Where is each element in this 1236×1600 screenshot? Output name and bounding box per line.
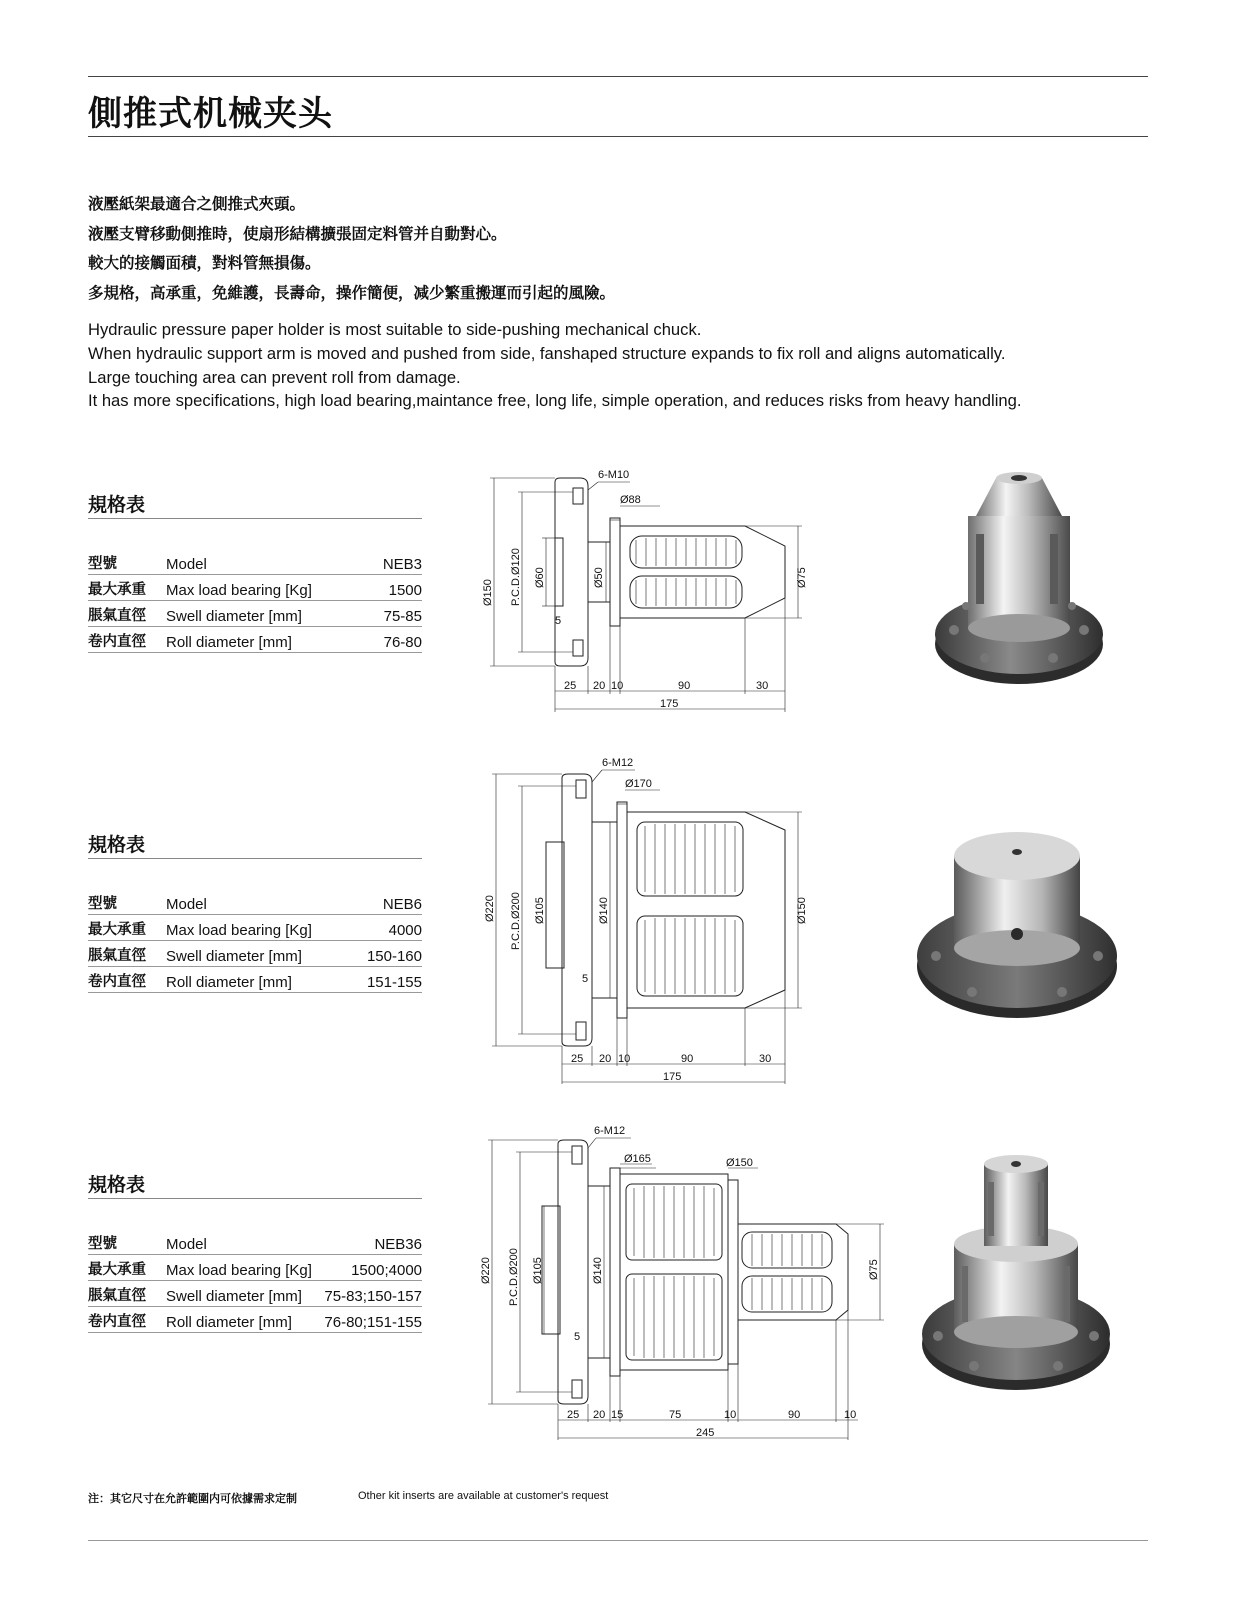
- dim-label: 20: [593, 1409, 606, 1421]
- gap-label: 5: [555, 615, 562, 627]
- dim-label: 30: [759, 1053, 772, 1065]
- dim-label: 90: [678, 680, 691, 692]
- row-label-en: Roll diameter [mm]: [166, 1307, 319, 1333]
- spec-heading: 規格表: [88, 494, 146, 516]
- mid-diameter-label: Ø50: [593, 567, 605, 588]
- row-label-zh: 型號: [88, 549, 166, 575]
- intro-en-line: Large touching area can prevent roll from damage.: [88, 367, 461, 387]
- dim-label: 20: [593, 680, 606, 692]
- spec-table-neb6: [88, 830, 422, 993]
- row-value: 76-80;151-155: [319, 1307, 422, 1333]
- technical-drawing-neb36: [476, 1124, 888, 1444]
- gap-label: 5: [582, 973, 589, 985]
- total-length-label: 245: [696, 1427, 715, 1439]
- top-diameter-label: Ø165: [624, 1153, 651, 1165]
- row-value: 1500: [368, 575, 422, 601]
- table-row: [88, 915, 422, 941]
- bottom-rule: [88, 1540, 1148, 1541]
- spec-rows: [88, 549, 422, 653]
- dim-label: 25: [571, 1053, 584, 1065]
- top-diameter-label: Ø170: [625, 778, 652, 790]
- outer-diameter-label: Ø220: [480, 1257, 492, 1284]
- row-label-zh: 卷内直徑: [88, 967, 166, 993]
- table-row: [88, 889, 422, 915]
- table-row: [88, 941, 422, 967]
- spec-heading: 規格表: [88, 1174, 146, 1196]
- product-photo-neb3: [930, 468, 1108, 700]
- table-row: [88, 549, 422, 575]
- pcd-label: P.C.D.Ø120: [510, 548, 522, 606]
- row-label-en: Max load bearing [Kg]: [166, 575, 368, 601]
- intro-english: [88, 318, 1021, 413]
- technical-drawing-neb6: [480, 756, 810, 1086]
- outer-diameter-label: Ø150: [482, 579, 494, 606]
- spec-rows: [88, 889, 422, 993]
- total-length-label: 175: [660, 698, 679, 710]
- product-photo-neb36: [918, 1154, 1114, 1402]
- dim-label: 90: [788, 1409, 801, 1421]
- row-label-zh: 最大承重: [88, 575, 166, 601]
- intro-zh-line: 多規格，高承重，免維護，長壽命，操作簡便，减少繁重搬運而引起的風險。: [88, 283, 616, 302]
- gap-label: 5: [574, 1331, 581, 1343]
- row-value: 4000: [352, 915, 422, 941]
- inner-diameter-label: Ø105: [534, 897, 546, 924]
- spec-table-neb3: [88, 490, 422, 653]
- pcd-label: P.C.D.Ø200: [510, 892, 522, 950]
- dim-label: 90: [681, 1053, 694, 1065]
- row-label-en: Roll diameter [mm]: [166, 967, 352, 993]
- row-label-zh: 脹氣直徑: [88, 1281, 166, 1307]
- technical-drawing-neb3: [480, 466, 810, 716]
- row-label-en: Roll diameter [mm]: [166, 627, 368, 653]
- total-length-label: 175: [663, 1071, 682, 1083]
- intro-en-line: Hydraulic pressure paper holder is most suitable to side-pushing mechanical chuck.: [88, 320, 702, 339]
- dim-label: 10: [611, 680, 624, 692]
- table-row: [88, 1229, 422, 1255]
- intro-en-line: When hydraulic support arm is moved and pushed from side, fanshaped structure expands to fix roll and aligns automatically.: [88, 343, 1006, 363]
- product-photo-neb6: [914, 816, 1120, 1034]
- dim-label: 30: [756, 680, 769, 692]
- mid-diameter-label: Ø140: [592, 1257, 604, 1284]
- dim-label: 25: [567, 1409, 580, 1421]
- row-label-en: Swell diameter [mm]: [166, 601, 368, 627]
- title-rule: [88, 136, 1148, 137]
- row-label-zh: 型號: [88, 889, 166, 915]
- row-label-en: Max load bearing [Kg]: [166, 1255, 319, 1281]
- row-label-en: Model: [166, 889, 352, 915]
- row-label-zh: 卷内直徑: [88, 627, 166, 653]
- table-row: [88, 1307, 422, 1333]
- row-label-zh: 脹氣直徑: [88, 941, 166, 967]
- top-rule: [88, 76, 1148, 77]
- intro-zh-line: 液壓支臂移動側推時，使扇形結構擴張固定料管并自動對心。: [88, 224, 507, 243]
- outer-diameter-label: Ø220: [484, 895, 496, 922]
- row-label-en: Max load bearing [Kg]: [166, 915, 352, 941]
- spec-heading: 規格表: [88, 834, 146, 856]
- spec-heading-rule: [88, 1198, 422, 1199]
- intro-chinese: [88, 190, 615, 308]
- row-label-zh: 最大承重: [88, 915, 166, 941]
- table-row: [88, 575, 422, 601]
- spec-table-neb36: [88, 1170, 422, 1333]
- dim-label: 20: [599, 1053, 612, 1065]
- table-row: [88, 1281, 422, 1307]
- row-value: NEB36: [319, 1229, 422, 1255]
- top-diameter-label: Ø88: [620, 494, 641, 506]
- intro-zh-line: 較大的接觸面積，對料管無損傷。: [88, 254, 321, 272]
- row-value: 75-85: [368, 601, 422, 627]
- row-value: NEB3: [368, 549, 422, 575]
- row-value: 150-160: [352, 941, 422, 967]
- table-row: [88, 967, 422, 993]
- row-value: NEB6: [352, 889, 422, 915]
- row-label-zh: 型號: [88, 1229, 166, 1255]
- row-label-zh: 卷内直徑: [88, 1307, 166, 1333]
- footnote-en: Other kit inserts are available at customer's request: [358, 1490, 609, 1502]
- bolt-label: 6-M12: [602, 757, 634, 769]
- dim-label: 25: [564, 680, 577, 692]
- pcd-label: P.C.D.Ø200: [508, 1248, 520, 1306]
- table-row: [88, 1255, 422, 1281]
- row-label-zh: 最大承重: [88, 1255, 166, 1281]
- right-diameter-label: Ø75: [868, 1259, 880, 1280]
- top-diameter-2-label: Ø150: [726, 1157, 753, 1169]
- bolt-label: 6-M10: [598, 469, 630, 481]
- row-value: 1500;4000: [319, 1255, 422, 1281]
- spec-rows: [88, 1229, 422, 1333]
- row-label-en: Swell diameter [mm]: [166, 941, 352, 967]
- right-diameter-label: Ø75: [796, 567, 808, 588]
- row-value: 76-80: [368, 627, 422, 653]
- row-label-en: Model: [166, 1229, 319, 1255]
- dim-label: 10: [844, 1409, 857, 1421]
- table-row: [88, 601, 422, 627]
- inner-diameter-label: Ø105: [532, 1257, 544, 1284]
- intro-zh-line: 液壓紙架最適合之側推式夾頭。: [88, 195, 306, 213]
- dim-label: 10: [618, 1053, 631, 1065]
- mid-diameter-label: Ø140: [598, 897, 610, 924]
- intro-en-line: It has more specifications, high load bearing,maintance free, long life, simple operation, and reduces risks from heavy handling.: [88, 391, 1022, 411]
- spec-heading-rule: [88, 858, 422, 859]
- row-label-zh: 脹氣直徑: [88, 601, 166, 627]
- bolt-label: 6-M12: [594, 1125, 626, 1137]
- footnote: [88, 1490, 609, 1506]
- row-value: 151-155: [352, 967, 422, 993]
- row-value: 75-83;150-157: [319, 1281, 422, 1307]
- row-label-en: Swell diameter [mm]: [166, 1281, 319, 1307]
- row-label-en: Model: [166, 549, 368, 575]
- inner-diameter-label: Ø60: [534, 567, 546, 588]
- spec-heading-rule: [88, 518, 422, 519]
- table-row: [88, 627, 422, 653]
- page-title: 側推式机械夹头: [88, 94, 333, 134]
- footnote-zh: 注：其它尺寸在允許範圍内可依據需求定制: [88, 1492, 297, 1505]
- dim-label: 10: [724, 1409, 737, 1421]
- dim-label: 15: [611, 1409, 624, 1421]
- dim-label: 75: [669, 1409, 682, 1421]
- right-diameter-label: Ø150: [796, 897, 808, 924]
